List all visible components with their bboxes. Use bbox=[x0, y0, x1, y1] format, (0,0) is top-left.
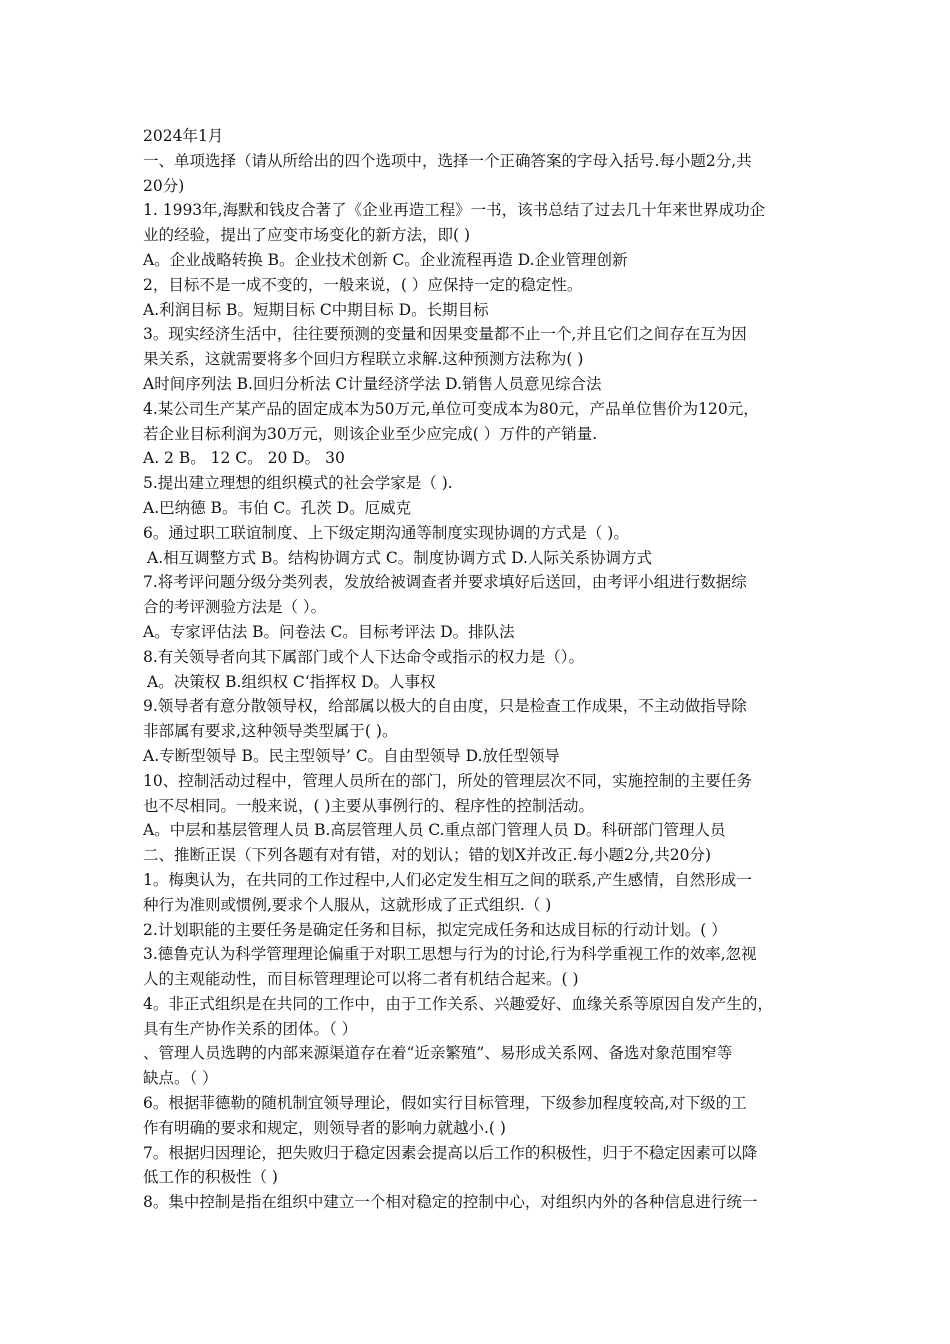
text-line: 具有生产协作关系的团体。（ ） bbox=[143, 1019, 358, 1038]
text-line: 8。集中控制是指在组织中建立一个相对稳定的控制中心，对组织内外的各种信息进行统一 bbox=[143, 1193, 758, 1212]
text-line: 作有明确的要求和规定，则领导者的影响力就越小.( ) bbox=[143, 1118, 506, 1137]
text-line: 也不尽相同。一般来说，( )主要从事例行的、程序性的控制活动。 bbox=[143, 796, 595, 815]
text-line: 1。梅奥认为，在共同的工作过程中,人们必定发生相互之间的联系,产生感情，自然形成一 bbox=[143, 870, 752, 889]
text-line: 种行为准则或惯例,要求个人服从，这就形成了正式组织.（ ) bbox=[143, 895, 552, 914]
text-line: 6。根据菲德勒的随机制宜领导理论，假如实行目标管理，下级参加程度较高,对下级的工 bbox=[143, 1094, 747, 1113]
text-line: A。专家评估法 B。问卷法 C。目标考评法 D。排队法 bbox=[143, 622, 515, 641]
text-line: 人的主观能动性，而目标管理理论可以将二者有机结合起来。( ) bbox=[143, 970, 579, 989]
text-line: 9.领导者有意分散领导权，给部属以极大的自由度，只是检查工作成果，不主动做指导除 bbox=[143, 697, 747, 716]
text-line: A.利润目标 B。短期目标 C中期目标 D。长期目标 bbox=[143, 300, 489, 319]
text-line: 3。现实经济生活中，往往要预测的变量和因果变量都不止一个,并且它们之间存在互为因 bbox=[143, 325, 747, 344]
text-line: 2024年1月 bbox=[143, 127, 224, 145]
text-line: 10、控制活动过程中，管理人员所在的部门，所处的管理层次不同，实施控制的主要任务 bbox=[143, 771, 752, 790]
text-line: 2.计划职能的主要任务是确定任务和目标，拟定完成任务和达成目标的行动计划。( ） bbox=[143, 920, 727, 939]
text-line: 5.提出建立理想的组织模式的社会学家是（ ). bbox=[143, 474, 453, 493]
text-line: A。企业战略转换 B。企业技术创新 C。企业流程再造 D.企业管理创新 bbox=[143, 250, 628, 269]
text-line: 4。非正式组织是在共同的工作中，由于工作关系、兴趣爱好、血缘关系等原因自发产生的， bbox=[143, 994, 773, 1013]
text-line: 缺点。（ ） bbox=[143, 1069, 218, 1088]
text-line: 低工作的积极性（ ) bbox=[143, 1168, 278, 1187]
text-line: A.专断型领导 B。民主型领导’ C。自由型领导 D.放任型领导 bbox=[143, 746, 560, 765]
text-line: 二、推断正误（下列各题有对有错，对的划认；错的划X并改正.每小题2分,共20分) bbox=[143, 846, 712, 865]
text-line: A。决策权 B.组织权 C‘指挥权 D。人事权 bbox=[147, 672, 436, 691]
text-line: A.相互调整方式 B。结构协调方式 C。制度协调方式 D.人际关系协调方式 bbox=[147, 548, 652, 567]
text-line: 8.有关领导者向其下属部门或个人下达命令或指示的权力是（）。 bbox=[143, 647, 585, 666]
text-line: 业的经验，提出了应变市场变化的新方法，即( ) bbox=[143, 226, 471, 245]
text-line: 20分) bbox=[143, 176, 185, 195]
text-line: 、管理人员选聘的内部来源渠道存在着“近亲繁殖”、易形成关系网、备选对象范围窄等 bbox=[143, 1044, 733, 1063]
text-line: 3.德鲁克认为科学管理理论偏重于对职工思想与行为的讨论,行为科学重视工作的效率,忽视 bbox=[143, 945, 757, 964]
text-line: 7.将考评问题分级分类列表，发放给被调查者并要求填好后送回，由考评小组进行数据综 bbox=[143, 573, 747, 592]
text-line: 果关系，这就需要将多个回归方程联立求解.这种预测方法称为( ) bbox=[143, 350, 584, 369]
text-line: 6。通过职工联谊制度、上下级定期沟通等制度实现协调的方式是（ )。 bbox=[143, 523, 629, 542]
text-line: 非部属有要求,这种领导类型属于( )。 bbox=[143, 722, 398, 741]
text-line: 合的考评测验方法是（ ）。 bbox=[143, 598, 327, 617]
text-line: A. 2 B。 12 C。 20 D。 30 bbox=[143, 449, 345, 468]
text-line: 若企业目标利润为30万元，则该企业至少应完成( ）万件的产销量. bbox=[143, 424, 598, 443]
text-line: 2，目标不是一成不变的，一般来说，( ）应保持一定的稳定性。 bbox=[143, 275, 583, 294]
text-line: A。中层和基层管理人员 B.高层管理人员 C.重点部门管理人员 D。科研部门管理人员 bbox=[143, 821, 726, 840]
text-line: 7。根据归因理论，把失败归于稳定因素会提高以后工作的积极性，归于不稳定因素可以降 bbox=[143, 1143, 758, 1162]
document-page bbox=[143, 124, 815, 1215]
text-line: A时间序列法 B.回归分析法 C计量经济学法 D.销售人员意见综合法 bbox=[143, 374, 602, 393]
text-line: A.巴纳德 B。韦伯 C。孔茨 D。厄威克 bbox=[143, 498, 412, 517]
text-line: 1. 1993年,海默和钱皮合著了《企业再造工程》一书，该书总结了过去几十年来世界成功企 bbox=[143, 201, 766, 220]
text-line: 一、单项选择（请从所给出的四个选项中，选择一个正确答案的字母入括号.每小题2分,共 bbox=[143, 151, 752, 170]
text-line: 4.某公司生产某产品的固定成本为50万元,单位可变成本为80元，产品单位售价为120元， bbox=[143, 399, 759, 418]
